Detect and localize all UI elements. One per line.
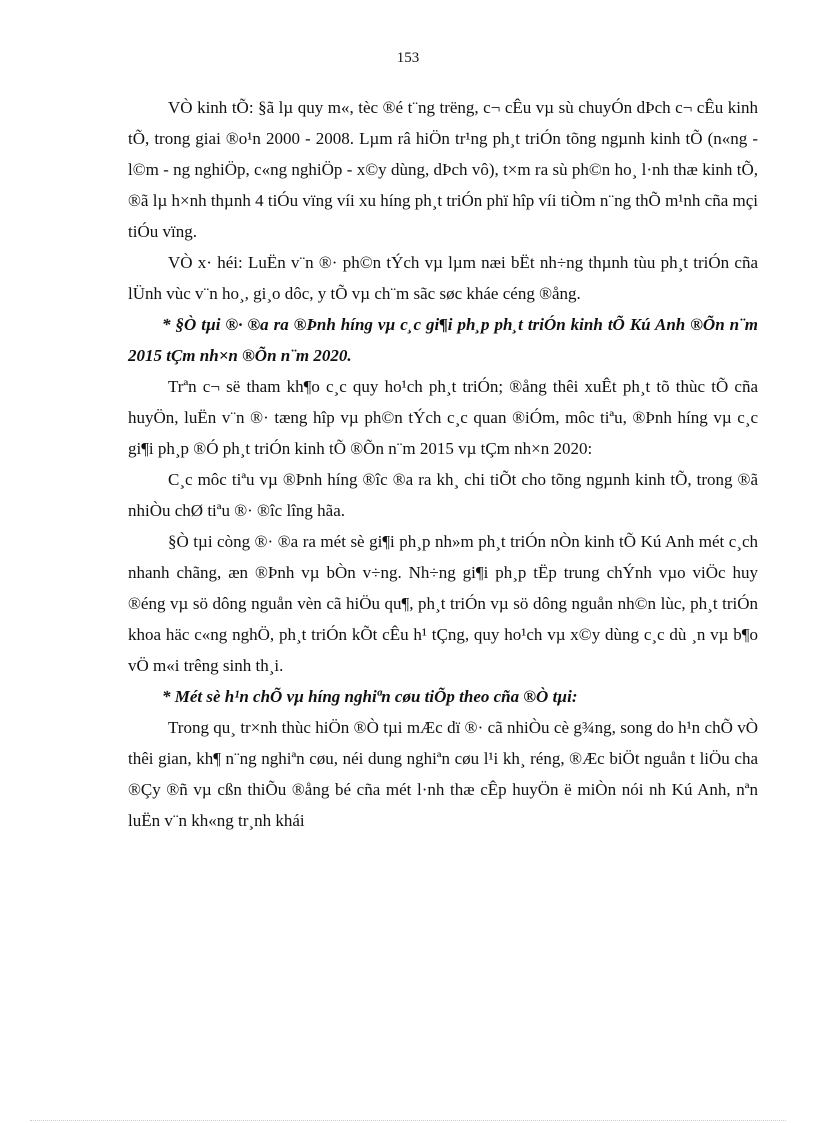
paragraph-solutions: §Ò tµi còng ®· ®a ra mét sè gi¶i ph¸p nh»m ph¸t triÓn nÒn kinh tÕ Kú Anh mét c¸ch nhanh chãng, æn ®Þnh vµ bÒn v÷ng. Nh÷ng gi¶i ph¸p tËp trung chÝnh vµo viÖc huy ®éng vµ sö dông nguån vèn cã hiÖu qu¶, ph¸t triÓn vµ sö dông nguån nh©n lùc, ph¸t triÓn khoa häc c«ng nghÖ, ph¸t triÓn kÕt cÊu h¹ tÇng, quy ho¹ch vµ x©y dùng c¸c dù ¸n vµ b¶o vÖ m«i trêng sinh th¸i. [128, 532, 758, 675]
paragraph-society: VÒ x· héi: LuËn v¨n ®· ph©n tÝch vµ lµm næi bËt nh÷ng thµnh tùu ph¸t triÓn cña lÜnh vùc v¨n ho¸, gi¸o dôc, y tÕ vµ ch¨m sãc søc kháe céng ®ång. [128, 253, 758, 303]
body-text [128, 92, 758, 836]
paragraph-economy: VÒ kinh tÕ: §ã lµ quy m«, tèc ®é t¨ng trëng, c¬ cÊu vµ sù chuyÓn dÞch c¬ cÊu kinh tÕ, trong giai ®o¹n 2000 - 2008. Lµm râ hiÖn tr¹ng ph¸t triÓn tõng ngµnh kinh tÕ (n«ng - l©m - ng nghiÖp, c«ng nghiÖp - x©y dùng, dÞch vô), t×m ra sù ph©n ho¸ l·nh thæ kinh tÕ, ®ã lµ h×nh thµnh 4 tiÓu vïng víi xu híng ph¸t triÓn phï hîp víi tiÒm n¨ng thÕ m¹nh cña mçi tiÓu vïng. [128, 98, 758, 241]
bottom-divider [30, 1120, 786, 1121]
page-number: 153 [396, 50, 420, 66]
paragraph-limitations: Trong qu¸ tr×nh thùc hiÖn ®Ò tµi mÆc dï ®· cã nhiÒu cè g¾ng, song do h¹n chÕ vÒ thêi gian, kh¶ n¨ng nghiªn cøu, néi dung nghiªn cøu l¹i kh¸ réng, ®Æc biÖt nguån t liÖu cha ®Çy ®ñ vµ cßn thiÕu ®ång bé cña mét l·nh thæ cÊp huyÖn ë miÒn nói nh Kú Anh, nªn luËn v¨n kh«ng tr¸nh khái [128, 718, 758, 830]
heading-limitations: * Mét sè h¹n chÕ vµ híng nghiªn cøu tiÕp theo cña ®Ò tµi: [162, 687, 578, 706]
paragraph-targets: C¸c môc tiªu vµ ®Þnh híng ®îc ®a ra kh¸ chi tiÕt cho tõng ngµnh kinh tÕ, trong ®ã nhiÒu chØ tiªu ®· ®îc lîng hãa. [128, 470, 758, 520]
paragraph-planning: Trªn c¬ së tham kh¶o c¸c quy ho¹ch ph¸t triÓn; ®ång thêi xuÊt ph¸t tõ thùc tÕ cña huyÖn, luËn v¨n ®· tæng hîp vµ ph©n tÝch c¸c quan ®iÓm, môc tiªu, ®Þnh híng vµ c¸c gi¶i ph¸p ®Ó ph¸t triÓn kinh tÕ ®Õn n¨m 2015 vµ tÇm nh×n 2020: [128, 377, 758, 458]
heading-orientation: * §Ò tµi ®· ®a ra ®Þnh híng vµ c¸c gi¶i ph¸p ph¸t triÓn kinh tÕ Kú Anh ®Õn n¨m 2015 tÇm nh×n ®Õn n¨m 2020. [128, 315, 758, 365]
